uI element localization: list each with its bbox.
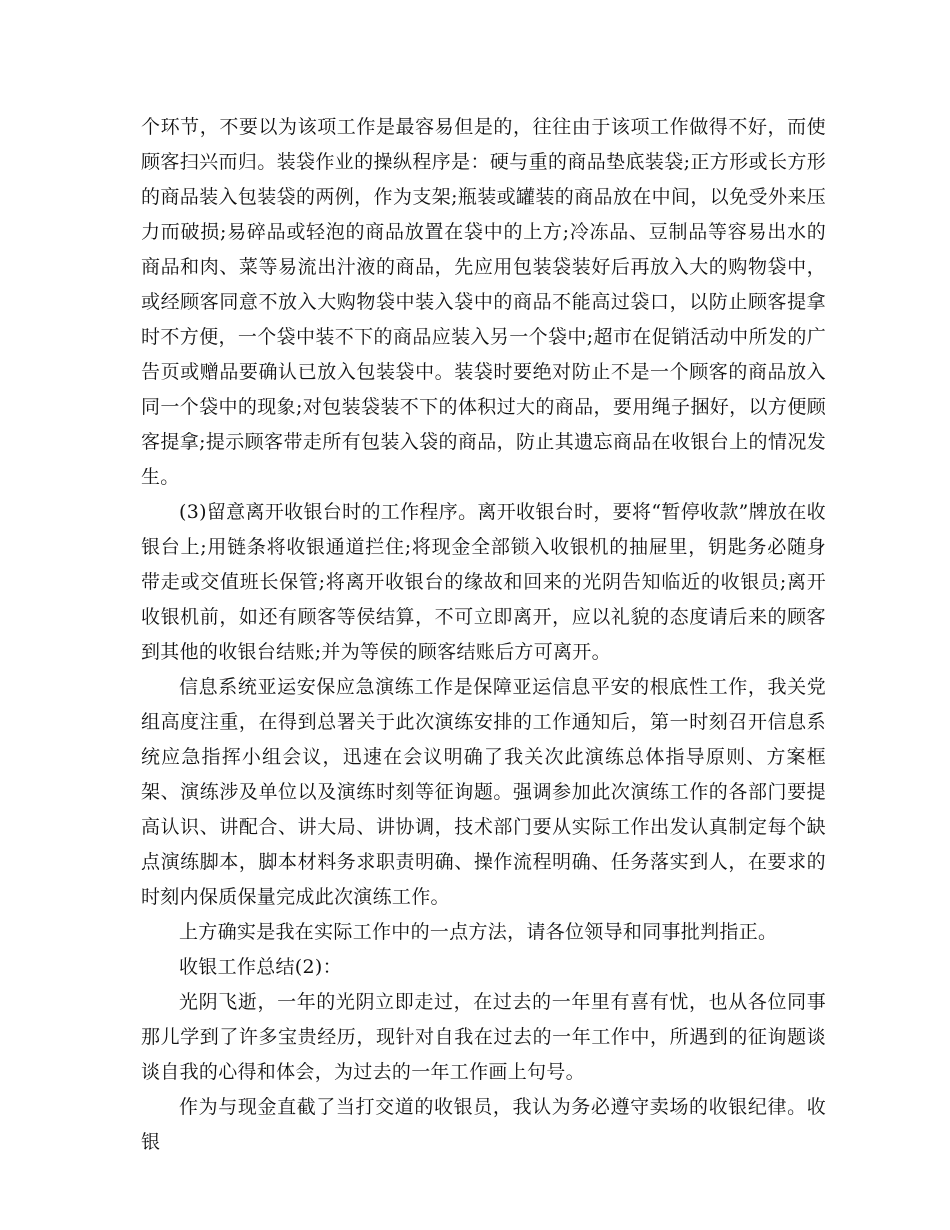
paragraph-closing-remark: 上方确实是我在实际工作中的一点方法，请各位领导和同事批判指正。 bbox=[179, 921, 778, 943]
paragraph-bagging-procedure: 个环节，不要以为该项工作是最容易但是的，往往由于该项工作做得不好，而使顾客扫兴而归。装袋作业的操纵程序是：硬与重的商品垫底装袋;正方形或长方形的商品装入包装袋的两例，作为支架;瓶装或罐装的商品放在中间，以免受外来压力而破损;易碎品或轻泡的商品放置在袋中的上方;冷冻品、豆制品等容易出水的商品和肉、菜等易流出汁液的商品，先应用包装袋装好后再放入大的购物袋中，或经顾客同意不放入大购物袋中装入袋中的商品不能高过袋口，以防止顾客提拿时不方便，一个袋中装不下的商品应装入另一个袋中;超市在促销活动中所发的广告页或赠品要确认已放入包装袋中。装袋时要绝对防止不是一个顾客的商品放入同一个袋中的现象;对包装袋装不下的体积过大的商品，要用绳子捆好，以方便顾客提拿;提示顾客带走所有包装入袋的商品，防止其遗忘商品在收银台上的情况发生。 bbox=[141, 116, 826, 488]
paragraph-year-review: 光阴飞逝，一年的光阴立即走过，在过去的一年里有喜有忧，也从各位同事那儿学到了许多宝贵经历，现针对自我在过去的一年工作中，所遇到的征询题谈谈自我的心得和体会，为过去的一年工作画上句号。 bbox=[141, 991, 826, 1083]
paragraph-emergency-drill: 信息系统亚运安保应急演练工作是保障亚运信息平安的根底性工作，我关党组高度注重，在得到总署关于此次演练安排的工作通知后，第一时刻召开信息系统应急指挥小组会议，迅速在会议明确了我关次此演练总体指导原则、方案框架、演练涉及单位以及演练时刻等征询题。强调参加此次演练工作的各部门要提高认识、讲配合、讲大局、讲协调，技术部门要从实际工作出发认真制定每个缺点演练脚本，脚本材料务求职责明确、操作流程明确、任务落实到人，在要求的时刻内保质保量完成此次演练工作。 bbox=[141, 676, 826, 908]
paragraph-leaving-register: (3)留意离开收银台时的工作程序。离开收银台时，要将“暂停收款”牌放在收银台上;用链条将收银通道拦住;将现金全部锁入收银机的抽屉里，钥匙务必随身带走或交值班长保管;将离开收银台的缘故和回来的光阴告知临近的收银员;离开收银机前，如还有顾客等侯结算，不可立即离开，应以礼貌的态度请后来的顾客到其他的收银台结账;并为等侯的顾客结账后方可离开。 bbox=[141, 501, 826, 663]
document-body bbox=[141, 110, 826, 1160]
section-heading-summary-2: 收银工作总结(2)： bbox=[179, 956, 342, 978]
paragraph-cashier-discipline: 作为与现金直截了当打交道的收银员，我认为务必遵守卖场的收银纪律。收银 bbox=[141, 1096, 826, 1153]
